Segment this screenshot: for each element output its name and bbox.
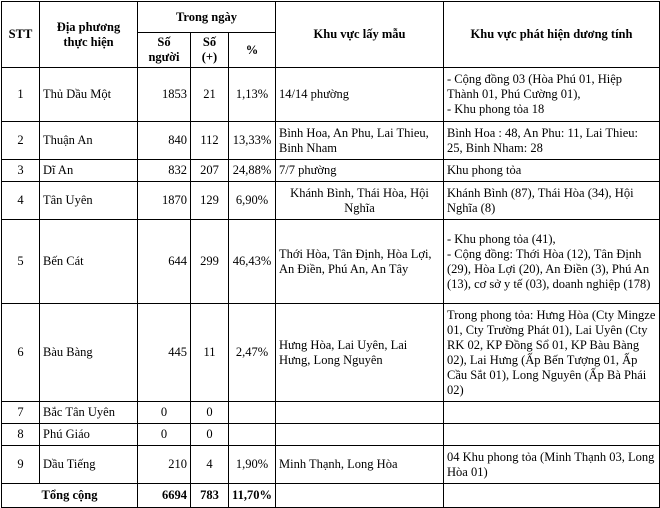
cell-stt: 5 <box>2 220 40 304</box>
cell-positive-area <box>444 304 660 402</box>
header-locality-line2: thực hiện <box>63 34 114 49</box>
cell-stt: 4 <box>2 182 40 220</box>
found-line: Khu phong tỏa <box>447 163 522 177</box>
cell-positive: 21 <box>191 68 229 122</box>
cell-persons: 832 <box>138 160 191 182</box>
cell-locality: Dầu Tiếng <box>40 446 138 484</box>
header-positive <box>191 33 229 68</box>
cell-percent: 1,90% <box>229 446 276 484</box>
cell-locality: Tân Uyên <box>40 182 138 220</box>
total-persons: 6694 <box>138 484 191 508</box>
cell-percent: 2,47% <box>229 304 276 402</box>
header-sampling-area: Khu vực lấy mẫu <box>276 2 444 68</box>
cell-locality: Thuận An <box>40 122 138 160</box>
cell-sampling-area: 14/14 phường <box>276 68 444 122</box>
total-sampling-area <box>276 484 444 508</box>
cell-percent <box>229 402 276 424</box>
cell-locality: Phú Giáo <box>40 424 138 446</box>
cell-persons: 1853 <box>138 68 191 122</box>
cell-positive: 112 <box>191 122 229 160</box>
cell-sampling-area <box>276 424 444 446</box>
cell-percent: 13,33% <box>229 122 276 160</box>
header-percent: % <box>229 33 276 68</box>
table-row <box>2 68 660 122</box>
cell-sampling-area: 7/7 phường <box>276 160 444 182</box>
header-in-day: Trong ngày <box>138 2 276 33</box>
table-row <box>2 182 660 220</box>
cell-positive-area <box>444 424 660 446</box>
header-positive-line2: (+) <box>201 50 218 64</box>
cell-positive-area <box>444 182 660 220</box>
cell-persons: 1870 <box>138 182 191 220</box>
found-line: - Cộng đồng: Thới Hòa (12), Tân Định (29), Hòa Lợi (20), An Điền (3), Phú An (13), cơ sở y tế (03), doanh nghiệp (178) <box>447 246 651 291</box>
cell-positive-area <box>444 220 660 304</box>
cell-positive-area <box>444 446 660 484</box>
cell-locality: Bàu Bàng <box>40 304 138 402</box>
cell-positive: 207 <box>191 160 229 182</box>
total-positive: 783 <box>191 484 229 508</box>
cell-positive: 11 <box>191 304 229 402</box>
cell-positive: 299 <box>191 220 229 304</box>
cell-sampling-area: Hưng Hòa, Lai Uyên, Lai Hưng, Long Nguyên <box>276 304 444 402</box>
cell-percent <box>229 424 276 446</box>
cell-persons: 644 <box>138 220 191 304</box>
table-row <box>2 304 660 402</box>
found-line: - Khu phong tỏa (41), <box>447 231 556 246</box>
cell-sampling-area: Thới Hòa, Tân Định, Hòa Lợi, An Điền, Phú An, An Tây <box>276 220 444 304</box>
found-line: - Cộng đồng 03 (Hòa Phú 01, Hiệp Thành 01, Phú Cường 01), <box>447 72 622 101</box>
found-line: - Khu phong tỏa 18 <box>447 102 545 116</box>
cell-locality: Thủ Dầu Một <box>40 68 138 122</box>
cell-stt: 1 <box>2 68 40 122</box>
table-row <box>2 424 660 446</box>
cell-persons: 445 <box>138 304 191 402</box>
found-line: Trong phong tỏa: Hưng Hòa (Cty Mingze 01, Cty Trường Phát 01), Lai Uyên (Cty RK 02, KP Đồng Sổ 01, KP Bàu Bàng 02), Lai Hưng (Ấp Bến Tượng 01, Ấp Cầu Sắt 01), Long Nguyên (Ấp Bà Phái 02) <box>447 307 656 397</box>
cell-positive: 0 <box>191 424 229 446</box>
table-row <box>2 220 660 304</box>
cell-stt: 6 <box>2 304 40 402</box>
cell-positive: 0 <box>191 402 229 424</box>
header-persons-line1: Số <box>157 35 171 49</box>
cell-positive: 129 <box>191 182 229 220</box>
cell-sampling-area: Bình Hoa, An Phu, Lai Thieu, Binh Nham <box>276 122 444 160</box>
header-row-1 <box>2 2 660 33</box>
header-locality-line1: Địa phương <box>56 19 121 34</box>
cell-positive-area <box>444 160 660 182</box>
found-line: 04 Khu phong tỏa (Minh Thạnh 03, Long Hòa 01) <box>447 449 655 479</box>
cell-persons: 0 <box>138 402 191 424</box>
cell-stt: 7 <box>2 402 40 424</box>
found-line: Bình Hoa : 48, An Phu: 11, Lai Thieu: 25, Binh Nham: 28 <box>447 125 638 155</box>
cell-locality: Bắc Tân Uyên <box>40 402 138 424</box>
table-row <box>2 160 660 182</box>
table-row <box>2 402 660 424</box>
cell-sampling-area: Minh Thạnh, Long Hòa <box>276 446 444 484</box>
cell-persons: 210 <box>138 446 191 484</box>
cell-persons: 840 <box>138 122 191 160</box>
total-label: Tổng cộng <box>2 484 138 508</box>
header-persons <box>138 33 191 68</box>
table-row <box>2 122 660 160</box>
cell-sampling-area: Khánh Bình, Thái Hòa, Hội Nghĩa <box>276 182 444 220</box>
found-line: Khánh Bình (87), Thái Hòa (34), Hội Nghĩa (8) <box>447 185 634 215</box>
table-row <box>2 446 660 484</box>
cell-stt: 3 <box>2 160 40 182</box>
cell-percent: 6,90% <box>229 182 276 220</box>
cell-percent: 46,43% <box>229 220 276 304</box>
cell-positive-area <box>444 122 660 160</box>
cell-stt: 2 <box>2 122 40 160</box>
cell-percent: 24,88% <box>229 160 276 182</box>
header-positive-line1: Số <box>202 35 217 49</box>
header-positive-area: Khu vực phát hiện dương tính <box>444 2 660 68</box>
cell-sampling-area <box>276 402 444 424</box>
cell-locality: Dĩ An <box>40 160 138 182</box>
total-positive-area <box>444 484 660 508</box>
total-row <box>2 484 660 508</box>
header-persons-line2: người <box>148 50 180 64</box>
total-percent: 11,70% <box>229 484 276 508</box>
results-table <box>1 1 660 508</box>
header-locality <box>40 2 138 68</box>
cell-stt: 8 <box>2 424 40 446</box>
cell-percent: 1,13% <box>229 68 276 122</box>
cell-positive-area <box>444 68 660 122</box>
cell-persons: 0 <box>138 424 191 446</box>
cell-positive-area <box>444 402 660 424</box>
cell-positive: 4 <box>191 446 229 484</box>
cell-stt: 9 <box>2 446 40 484</box>
header-stt: STT <box>2 2 40 68</box>
cell-locality: Bến Cát <box>40 220 138 304</box>
